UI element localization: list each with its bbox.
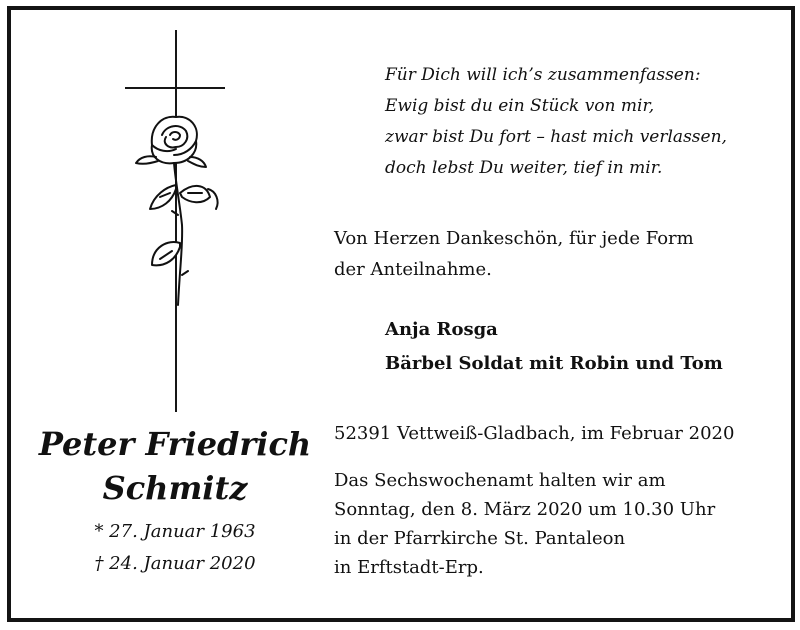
thanks-text (334, 223, 694, 285)
service-info (334, 466, 715, 582)
cross-icon-bar (125, 87, 225, 89)
thanks-line: der Anteilnahme. (334, 259, 492, 280)
place-date: 52391 Vettweiß-Gladbach, im Februar 2020 (334, 423, 735, 444)
poem-line: zwar bist Du fort – hast mich verlassen, (385, 127, 727, 147)
service-line: Sonntag, den 8. März 2020 um 10.30 Uhr (334, 499, 716, 520)
service-line: Das Sechswochenamt halten wir am (334, 470, 666, 491)
birth-date: * 27. Januar 1963 (94, 521, 256, 542)
signer-name: Bärbel Soldat mit Robin und Tom (385, 353, 723, 374)
rose-icon (110, 105, 230, 315)
signers (385, 313, 723, 381)
poem-line: Für Dich will ich’s zusammenfassen: (385, 65, 701, 85)
death-date: † 24. Januar 2020 (94, 553, 256, 574)
service-line: in der Pfarrkirche St. Pantaleon (334, 528, 626, 549)
poem-line: doch lebst Du weiter, tief in mir. (385, 158, 663, 178)
thanks-line: Von Herzen Dankeschön, für jede Form (334, 228, 694, 249)
poem-line: Ewig bist du ein Stück von mir, (385, 96, 655, 116)
service-line: in Erftstadt-Erp. (334, 557, 484, 578)
life-dates (20, 516, 330, 580)
poem (385, 60, 727, 184)
deceased-name-line2: Schmitz (102, 469, 248, 507)
deceased-name-line1: Peter Friedrich (38, 425, 312, 463)
signer-name: Anja Rosga (385, 319, 498, 340)
deceased-name (20, 422, 330, 510)
